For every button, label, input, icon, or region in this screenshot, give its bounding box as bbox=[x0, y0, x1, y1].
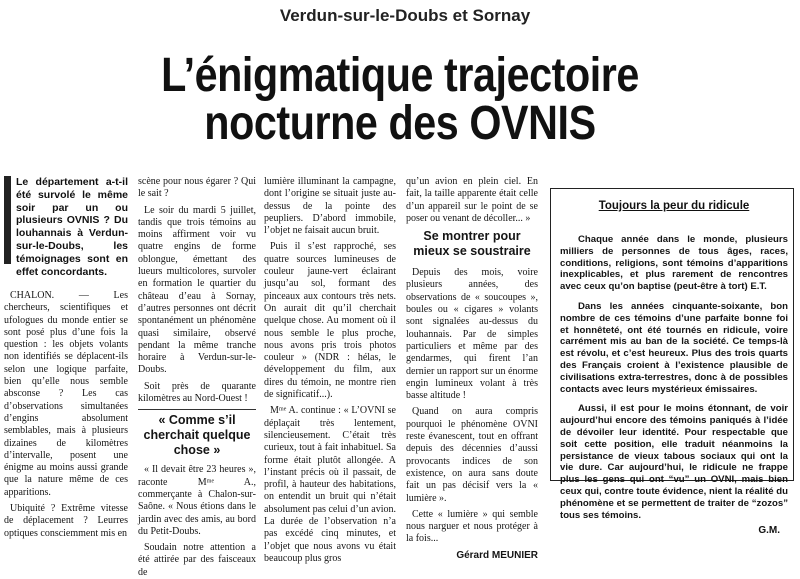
sidebar-title: Toujours la peur du ridicule bbox=[598, 200, 750, 212]
subhead-se-montrer: Se montrer pour mieux se soustraire bbox=[413, 229, 531, 259]
sidebar-signature: G.M. bbox=[758, 525, 780, 537]
paragraph: Puis il s’est rapproché, ses quatre sources lumineuses de couleur jaune-vert éclairant jusqu’au sol, formant des pinceaux aux contours très nets. On aurait dit qu’il cherchait quelque chose. Au moment où il nous semble le plus proche, nous avons pris trois photos couleur » (NDR : hélas, le développement du film, aux dires du témoin, ne montre rien de significatif...). bbox=[264, 241, 396, 401]
paragraph: Aussi, il est pour le moins étonnant, de voir aujourd’hui encore des témoins paniqués à l’idée de dévoiler leur identité. Pour respectable que soit cette position, elle traduit néanmoins la persistance de vieux tabous sociaux qui ont la vie dure. Car aujourd’hui, le ridicule ne frappe plus les gens qui ont “vu” un OVNI, mais bien ceux qui, contre toute évidence, nient la réalité du phénomène et se permettent de traiter de “zozos” tous ses témoins. bbox=[560, 403, 788, 521]
paragraph: Soit près de quarante kilomètres au Nord-Ouest ! bbox=[138, 380, 256, 405]
author-signature: Gérard MEUNIER bbox=[456, 549, 538, 561]
paragraph: lumière illuminant la campagne, dont l’origine se situait juste au-dessus de la pointe des peupliers. D’abord immobile, l’objet ne faisait aucun bruit. bbox=[264, 176, 396, 237]
paragraph: qu’un avion en plein ciel. En fait, la taille apparente était celle d’un appareil sur le point de se poser ou venant de décoller... » bbox=[406, 176, 538, 224]
chapo-text: Le département a-t-il été survolé le même soir par un ou plusieurs OVNIS ? Du louhannais à Verdun-sur-le-Doubs, les témoignages sont en effet concordants. bbox=[16, 176, 128, 278]
column-4 bbox=[406, 176, 538, 561]
paragraph: Mᵐᵉ A. continue : « L’OVNI se déplaçait très lentement, silencieusement. C’était très curieux, tout à fait inhabituel. Sa forme était plutôt allongée. A l’instant précis où il passait, de profil, à hauteur des habitations, on entendit un bruit qui n’était absolument pas celui d’un avion. La durée de l’observation n’a pas excédé cinq minutes, et l’objet que nous avons vu était beaucoup plus gros bbox=[264, 405, 396, 564]
headline-line-1: L’énigmatique trajectoire bbox=[161, 49, 639, 102]
column-3 bbox=[264, 176, 396, 564]
paragraph: Soudain notre attention a été attirée par des faisceaux de bbox=[138, 542, 256, 578]
paragraph: Le soir du mardi 5 juillet, tandis que trois témoins au moins affirment voir vu quatre engins de forme oblongue, émettant des lueurs multicolores, survoler en formation le quartier du château d’eau à Sornay, d’autres personnes ont décrit spontanément un phénomène quasi similaire, observé pendant la même tranche horaire à Verdun-sur-le-Doubs. bbox=[138, 204, 256, 376]
headline bbox=[133, 49, 666, 150]
paragraph: Cette « lumière » qui semble nous narguer et nous protéger à la fois... bbox=[406, 508, 538, 545]
paragraph: Ubiquité ? Extrême vitesse de déplacement ? Leurres optiques consciemment mis en bbox=[4, 503, 128, 539]
paragraph: Quand on aura compris pourquoi le phénomène OVNI reste évanescent, tout en offrant depuis des décennies d’aussi provocants indices de son existence, on aura sans doute fait un pas décisif vers la « lumière ». bbox=[406, 406, 538, 504]
kicker-location: Verdun-sur-le-Doubs et Sornay bbox=[279, 6, 531, 25]
paragraph: Chaque année dans le monde, plusieurs milliers de personnes de tous âges, races, conditions, religions, sont témoins d’apparitions inexplicables, et plus rarement de rencontres avec ceux qu’on baptise (peut-être à tort) E.T. bbox=[560, 234, 788, 293]
paragraph: « Il devait être 23 heures », raconte Mᵐᵉ A., commerçante à Chalon-sur-Saône. « Nous étions dans le jardin avec des amis, au bord du Petit-Doubs. bbox=[138, 464, 256, 537]
subhead-rule bbox=[138, 409, 256, 410]
paragraph: Depuis des mois, voire plusieurs années, des observations de « soucoupes », boules ou « cigares » volants sont signalées au-dessus du louhannais. Par de simples particuliers et même par des gendarmes, qui firent l’an dernier un rapport sur un énorme engin lumineux volant à très basse altitude ! bbox=[406, 267, 538, 402]
subhead-comme-sil-cherchait: « Comme s’il cherchait quelque chose » bbox=[143, 413, 251, 458]
sidebar-text bbox=[560, 234, 788, 521]
column-2 bbox=[138, 176, 256, 578]
paragraph: scène pour nous égarer ? Qui le sait ? bbox=[138, 176, 256, 200]
paragraph: Dans les années cinquante-soixante, bon nombre de ces témoins d’une parfaite bonne foi et honnêteté, ont été tournés en ridicule, voire carrément mis au ban de la société. Ce temps-là est révolu, et c’est heureux. Plus des trois quarts des Français croient à l’existence plausible de civilisations extra-terrestres, donc à de possibles contacts avec leurs mystérieux émissaires. bbox=[560, 300, 788, 395]
sidebar-content bbox=[560, 200, 788, 537]
column-1 bbox=[4, 290, 128, 539]
headline-line-2: nocturne des OVNIS bbox=[204, 97, 596, 150]
paragraph: CHALON. — Les chercheurs, scientifiques et ufologues du monde entier se sont posé plus d’une fois la question : les objets volants non identifiés se déplacent-ils selon une logique parfaite, bien qu’elle nous semble absconse ? Les cas d’observations simultanées d’engins absolument semblables, mais à plusieurs dizaines de kilomètres d’intervalle, posent une énigme au moins aussi grande que la nature même de ces apparitions. bbox=[4, 290, 128, 498]
chapo-bar bbox=[4, 176, 11, 264]
